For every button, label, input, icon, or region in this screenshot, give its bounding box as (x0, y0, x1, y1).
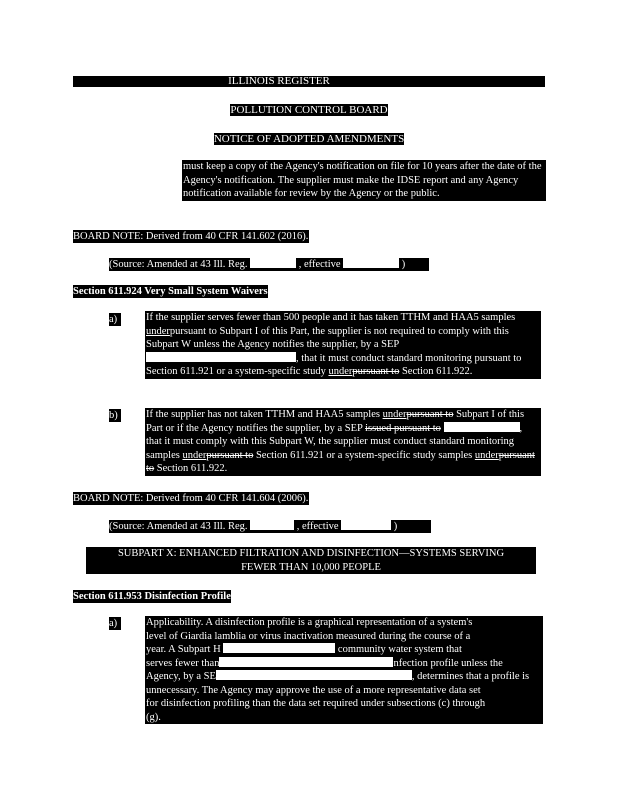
b-delete-3: pursuant to (206, 449, 254, 461)
source-2-volume-blank (250, 520, 294, 530)
953-line-1: Applicability. A disinfection profile is a graphical representation of a system's (146, 617, 473, 628)
a-insert-1: under (146, 325, 170, 337)
section-953-a-text (145, 616, 543, 724)
source-1-volume-blank (250, 258, 296, 268)
953-line-3 (146, 643, 542, 657)
953-redacted-1 (223, 643, 335, 653)
source-2-prefix: (Source: Amended at 43 Ill. Reg. (109, 521, 248, 532)
section-924-title (73, 285, 268, 298)
953-line-5 (146, 670, 542, 684)
source-2-date-blank (341, 520, 391, 530)
board-note-2 (73, 492, 309, 505)
section-924-a-text (145, 311, 541, 379)
source-1-suffix: ) (401, 259, 406, 270)
a-text-4: Section 611.922. (399, 366, 473, 377)
a-text-2: pursuant to Subpart I of this Part, the supplier is not required to comply with this Subpart W unless the Agency notifies the supplier, by a SEP (146, 325, 509, 350)
a-text-3: , that it must conduct standard monitoring pursuant to Section 611.921 or a system-specific study (146, 352, 522, 377)
b-text-2: Subpart I of this Part or if the Agency notifies the supplier, by a SEP (146, 409, 525, 434)
source-1-middle: , effective (298, 259, 341, 270)
a-insert-2: under (328, 366, 353, 377)
953-redacted-3 (216, 670, 412, 680)
section-953-title-text: Section 611.953 Disinfection Profile (73, 591, 231, 602)
section-924-b-text (145, 408, 541, 476)
subpart-x-heading (86, 547, 536, 574)
953-line-8: (g). (146, 711, 161, 723)
953-line-3b: community water system that (337, 644, 462, 655)
source-line-2 (109, 520, 431, 533)
subpart-x-line-1: SUBPART X: ENHANCED FILTRATION AND DISINFECTION—SYSTEMS SERVING (117, 548, 505, 559)
953-line-4a: serves fewer than (146, 657, 220, 669)
953-a-label: a) (109, 618, 118, 629)
notice-title: NOTICE OF ADOPTED AMENDMENTS (213, 133, 405, 145)
a-redacted-1 (146, 352, 296, 362)
section-924-b-paragraph (146, 408, 540, 476)
board-note-1 (73, 230, 309, 243)
source-2-middle: , effective (296, 521, 339, 532)
a-text-1: If the supplier serves fewer than 500 people and it has taken TTHM and HAA5 samples (146, 312, 516, 323)
intro-text: must keep a copy of the Agency's notification on file for 10 years after the date of the Agency's notification. The supplier must make the IDSE report and any Agency notification available for review by the Agency or the public. (183, 161, 542, 199)
board-note-2-text: BOARD NOTE: Derived from 40 CFR 141.604 (2006). (73, 493, 309, 504)
section-953-a-label (109, 617, 121, 630)
b-text-5: Section 611.922. (154, 463, 228, 474)
subpart-x-line-2: FEWER THAN 10,000 PEOPLE (241, 561, 381, 573)
953-redacted-2 (219, 657, 393, 667)
section-924-a-paragraph (146, 311, 540, 379)
b-delete-2: issued pursuant to (365, 422, 441, 434)
953-line-5a: Agency, by a SE (146, 671, 216, 682)
source-1-date-blank (343, 258, 399, 268)
board-note-1-text: BOARD NOTE: Derived from 40 CFR 141.602 (2016). (73, 231, 309, 242)
b-redacted-1 (444, 422, 520, 432)
b-text-1: If the supplier has not taken TTHM and HAA5 samples (146, 409, 383, 420)
953-line-5b: , determines that a profile is (411, 671, 530, 682)
953-line-4 (146, 657, 542, 671)
a-label: a) (109, 314, 118, 325)
section-924-a-label (109, 313, 121, 326)
b-insert-1: under (382, 409, 407, 420)
source-1-prefix: (Source: Amended at 43 Ill. Reg. (109, 259, 248, 270)
source-line-1 (109, 258, 429, 271)
953-line-2: level of Giardia lamblia or virus inactivation measured during the course of a (146, 630, 471, 642)
header-register (73, 75, 545, 87)
b-delete-1: pursuant to (406, 409, 454, 420)
b-insert-3: under (474, 449, 499, 461)
section-924-b-label (109, 409, 121, 422)
953-line-6: unnecessary. The Agency may approve the use of a more representative data set (146, 684, 481, 696)
a-delete-2: pursuant to (352, 366, 400, 377)
header-notice (0, 133, 618, 145)
b-insert-2: under (182, 449, 207, 461)
b-text-4: Section 611.921 or a system-specific study samples (253, 449, 475, 461)
b-text-3: , that it must comply with this Subpart W, the supplier must conduct standard monitoring samples (146, 422, 523, 461)
953-line-7: for disinfection profiling than the data set required under subsections (c) through (146, 698, 486, 709)
b-label: b) (109, 410, 118, 421)
section-953-title (73, 590, 231, 603)
section-924-title-text: Section 611.924 Very Small System Waivers (73, 286, 268, 297)
b-delete-4: pursuant to (146, 449, 535, 474)
953-line-3a: year. A Subpart H (146, 644, 221, 655)
register-title: ILLINOIS REGISTER (228, 75, 330, 87)
source-2-suffix: ) (393, 521, 398, 532)
intro-paragraph (182, 160, 546, 201)
board-title: POLLUTION CONTROL BOARD (230, 104, 388, 116)
header-board (0, 104, 618, 116)
953-line-4b: nfection profile unless the (393, 657, 503, 669)
